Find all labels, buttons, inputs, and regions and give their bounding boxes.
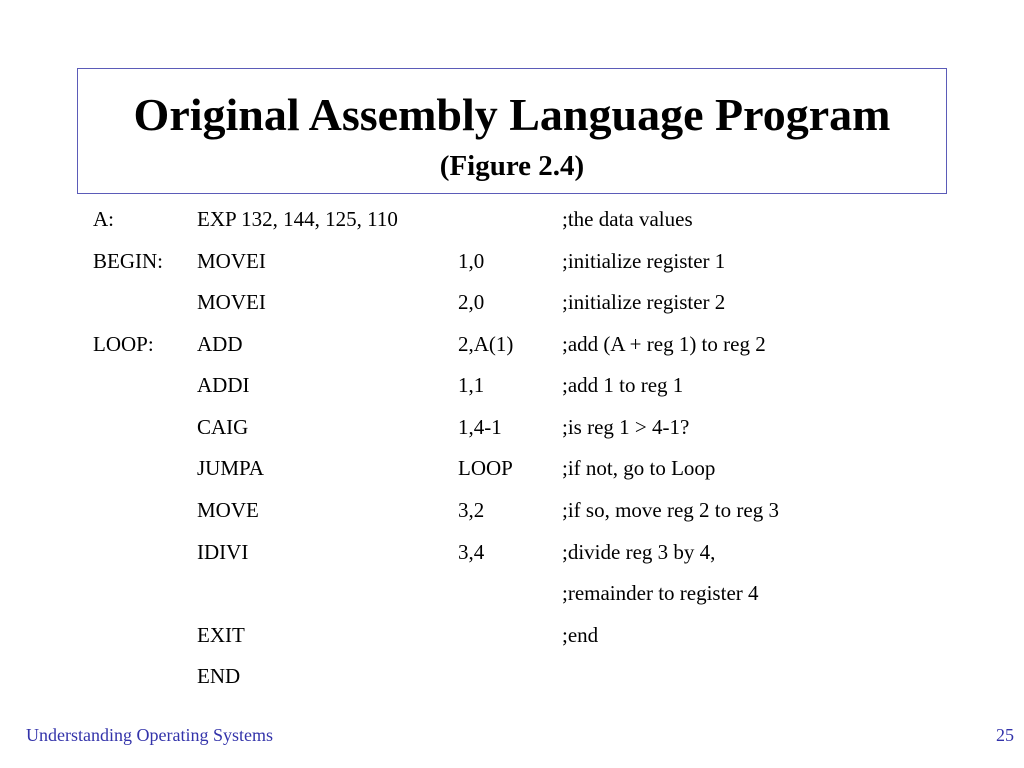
code-label: BEGIN: (93, 249, 163, 273)
code-instruction: ADD (197, 332, 243, 356)
code-operands: 2,0 (458, 290, 485, 314)
code-comment: ;initialize register 1 (562, 249, 726, 273)
code-instruction: END (197, 664, 241, 688)
code-operands: 3,4 (458, 540, 485, 564)
code-comment: ;initialize register 2 (562, 290, 726, 314)
code-instruction: MOVEI (197, 290, 266, 314)
code-instruction: IDIVI (197, 540, 249, 564)
code-comment: ;if not, go to Loop (562, 456, 716, 480)
code-label: A: (93, 207, 114, 231)
code-comment: ;remainder to register 4 (562, 581, 759, 605)
code-comment: ;add 1 to reg 1 (562, 373, 684, 397)
code-comment: ;the data values (562, 207, 693, 231)
code-operands: 1,1 (458, 373, 485, 397)
code-comment: ;divide reg 3 by 4, (562, 540, 716, 564)
code-instruction: MOVEI (197, 249, 266, 273)
code-instruction: MOVE (197, 498, 259, 522)
code-instruction: EXIT (197, 623, 245, 647)
code-comment: ;if so, move reg 2 to reg 3 (562, 498, 779, 522)
code-operands: 1,0 (458, 249, 485, 273)
code-comment: ;is reg 1 > 4-1? (562, 415, 690, 439)
slide-title: Original Assembly Language Program (133, 89, 891, 140)
slide-subtitle: (Figure 2.4) (439, 150, 585, 182)
code-instruction: CAIG (197, 415, 249, 439)
code-instruction: ADDI (197, 373, 250, 397)
code-instruction: EXP 132, 144, 125, 110 (197, 207, 398, 231)
title-box (77, 68, 947, 194)
code-operands: 1,4-1 (458, 415, 502, 439)
code-label: LOOP: (93, 332, 154, 356)
code-operands: 2,A(1) (458, 332, 514, 356)
footer-page-number: 25 (996, 725, 1014, 745)
code-operands: 3,2 (458, 498, 485, 522)
code-instruction: JUMPA (197, 456, 264, 480)
footer-course-title: Understanding Operating Systems (26, 725, 273, 745)
code-comment: ;end (562, 623, 599, 647)
code-comment: ;add (A + reg 1) to reg 2 (562, 332, 766, 356)
code-operands: LOOP (458, 456, 513, 480)
